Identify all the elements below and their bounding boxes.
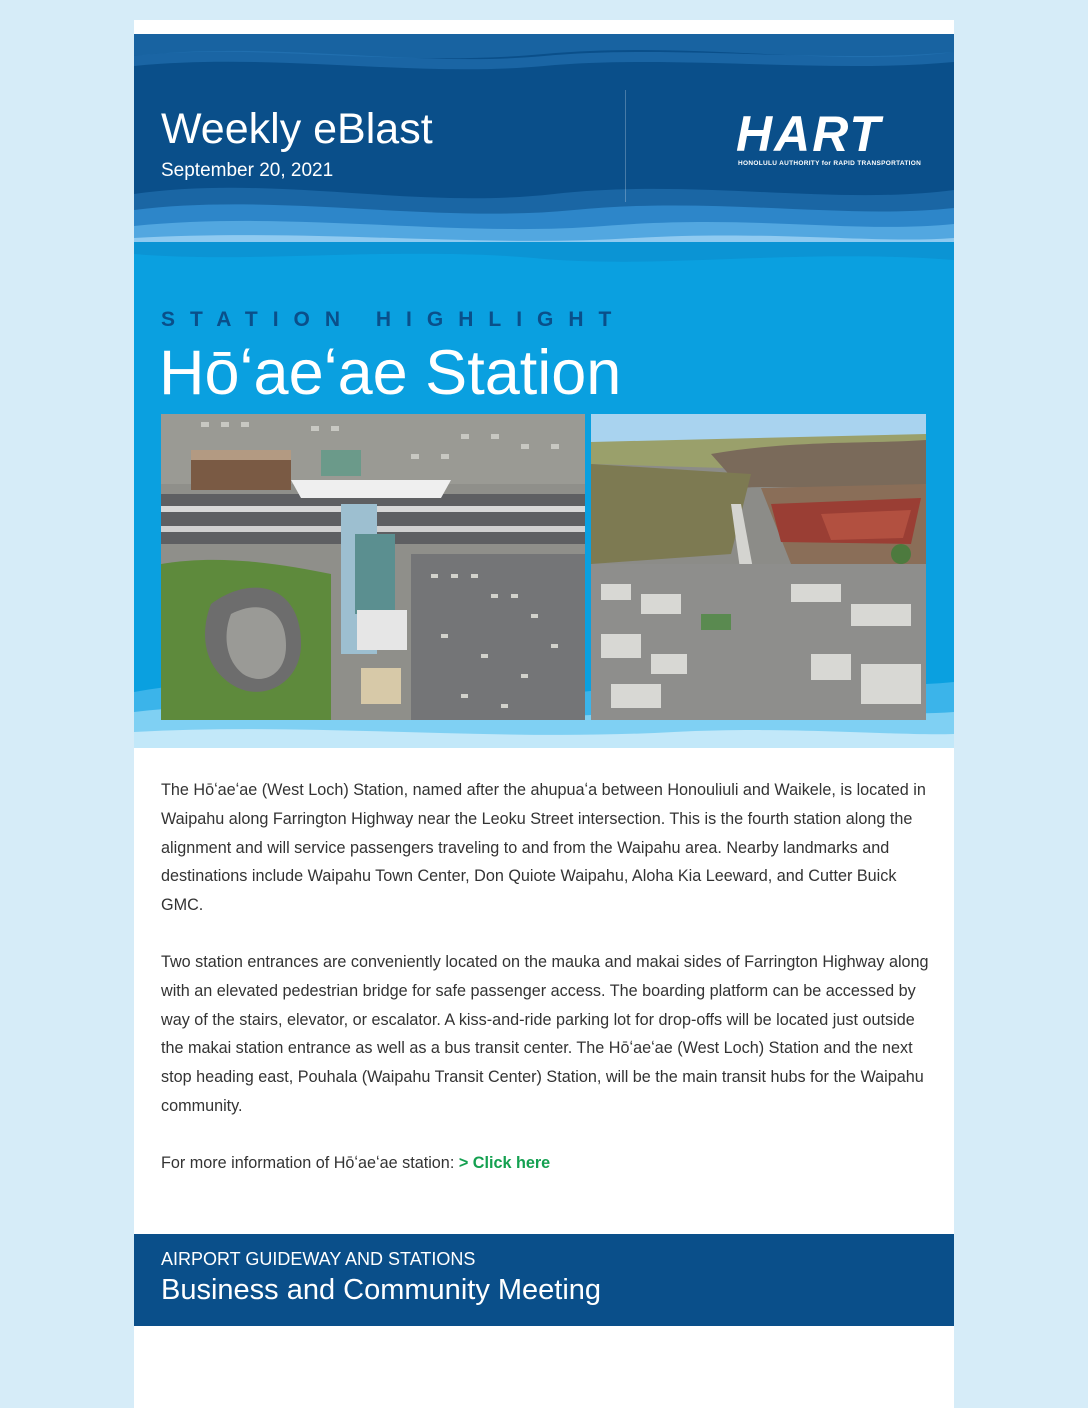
hart-logo[interactable] — [736, 108, 926, 172]
aerial-station-photo — [161, 414, 585, 720]
header-divider — [625, 90, 626, 202]
aerial-guideway-photo — [591, 414, 926, 720]
newsletter-page — [134, 20, 954, 1408]
section-header-airport — [134, 1234, 954, 1326]
section-title: Business and Community Meeting — [161, 1274, 602, 1306]
station-highlight-band — [134, 242, 954, 748]
header-banner — [134, 34, 954, 250]
newsletter-date: September 20, 2021 — [161, 160, 334, 181]
newsletter-title: Weekly eBlast — [161, 105, 433, 153]
hart-logo-text: HART — [736, 106, 882, 162]
station-highlight-kicker: STATION HIGHLIGHT — [161, 308, 627, 331]
article-paragraph-1: The Hōʻaeʻae (West Loch) Station, named after the ahupuaʻa between Honouliuli and Waikele, is located in Waipahu along Farrington Highway near the Leoku Street intersection. This is the fourth station along the alignment and will service passengers traveling to and from the Waipahu area. Nearby landmarks and destinations include Waipahu Town Center, Don Quiote Waipahu, Aloha Kia Leeward, and Cutter Buick GMC. — [161, 781, 926, 915]
click-here-link[interactable]: > Click here — [458, 1153, 551, 1172]
article-paragraph-2: Two station entrances are conveniently located on the mauka and makai sides of Farrington Highway along with an elevated pedestrian bridge for safe passenger access. The boarding platform can be accessed by way of the stairs, elevator, or escalator. A kiss-and-ride parking lot for drop-offs will be located just outside the makai station entrance as well as a bus transit center. The Hōʻaeʻae (West Loch) Station and the next stop heading east, Pouhala (Waipahu Transit Center) Station, will be the main transit hubs for the Waipahu community. — [161, 952, 929, 1115]
station-name-heading: Hōʻaeʻae Station — [159, 338, 622, 408]
hart-logo-subtext: HONOLULU AUTHORITY for RAPID TRANSPORTATION — [738, 160, 922, 167]
more-info-prefix: For more information of Hōʻaeʻae station: — [161, 1153, 455, 1172]
more-info-line — [161, 1149, 933, 1178]
section-kicker: AIRPORT GUIDEWAY AND STATIONS — [161, 1249, 476, 1269]
article-body — [161, 776, 933, 1206]
